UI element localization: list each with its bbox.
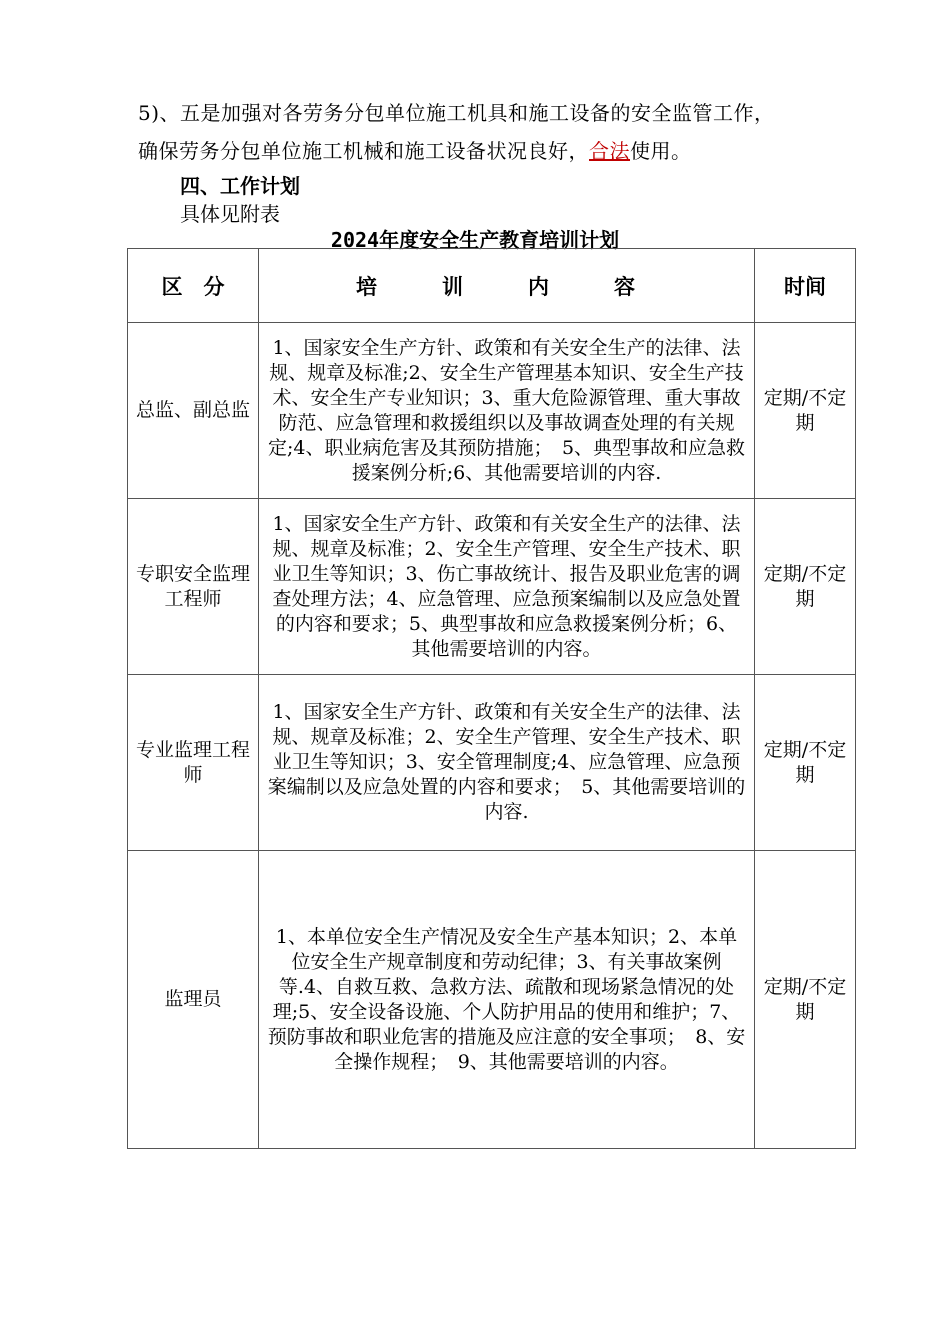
row-category: 专业监理工程师 xyxy=(128,675,259,851)
header-category: 区 分 xyxy=(128,249,259,323)
row-category: 专职安全监理工程师 xyxy=(128,499,259,675)
row-content: 1、国家安全生产方针、政策和有关安全生产的法律、法规、规章及标准；2、安全生产管理、安全生产技术、职业卫生等知识；3、伤亡事故统计、报告及职业危害的调查处理方法；4、应急管理、应急预案编制以及应急处置的内容和要求；5、典型事故和应急救援案例分析；6、其他需要培训的内容。 xyxy=(259,499,755,675)
legal-use-link[interactable]: 合法 xyxy=(589,139,630,163)
training-plan-table xyxy=(127,248,856,1149)
attachment-note: 具体见附表 xyxy=(180,202,280,226)
row-content: 1、国家安全生产方针、政策和有关安全生产的法律、法规、规章及标准;2、安全生产管理基本知识、安全生产技术、安全生产专业知识；3、重大危险源管理、重大事故防范、应急管理和救援组织以及事故调查处理的有关规定;4、职业病危害及其预防措施； 5、典型事故和应急救援案例分析;6、其他需要培训的内容. xyxy=(259,323,755,499)
row-time: 定期/不定期 xyxy=(755,323,856,499)
table-row xyxy=(128,323,856,499)
row-category: 监理员 xyxy=(128,851,259,1149)
row-time: 定期/不定期 xyxy=(755,499,856,675)
item5-line2 xyxy=(138,132,775,170)
table-title: 2024年度安全生产教育培训计划 xyxy=(330,228,620,252)
row-time: 定期/不定期 xyxy=(755,851,856,1149)
header-content-label: 培 训 内 容 xyxy=(356,274,657,299)
table-row xyxy=(128,851,856,1149)
item5-line2-post: 使用。 xyxy=(630,139,692,163)
table-header-row xyxy=(128,249,856,323)
section-heading-work-plan: 四、工作计划 xyxy=(180,174,300,198)
table-row xyxy=(128,499,856,675)
row-category: 总监、副总监 xyxy=(128,323,259,499)
header-time: 时间 xyxy=(755,249,856,323)
table-row xyxy=(128,675,856,851)
row-content: 1、国家安全生产方针、政策和有关安全生产的法律、法规、规章及标准；2、安全生产管理、安全生产技术、职业卫生等知识；3、安全管理制度;4、应急管理、应急预案编制以及应急处置的内容和要求； 5、其他需要培训的内容. xyxy=(259,675,755,851)
row-time: 定期/不定期 xyxy=(755,675,856,851)
header-content xyxy=(259,249,755,323)
row-content: 1、本单位安全生产情况及安全生产基本知识；2、本单位安全生产规章制度和劳动纪律；3、有关事故案例等.4、自救互救、急救方法、疏散和现场紧急情况的处理;5、安全设备设施、个人防护用品的使用和维护；7、预防事故和职业危害的措施及应注意的安全事项； 8、安全操作规程； 9、其他需要培训的内容。 xyxy=(259,851,755,1149)
item5-line1: 5)、五是加强对各劳务分包单位施工机具和施工设备的安全监管工作， xyxy=(138,101,775,125)
item5-line2-pre: 确保劳务分包单位施工机械和施工设备状况良好， xyxy=(138,139,589,163)
item5-paragraph xyxy=(138,94,775,170)
